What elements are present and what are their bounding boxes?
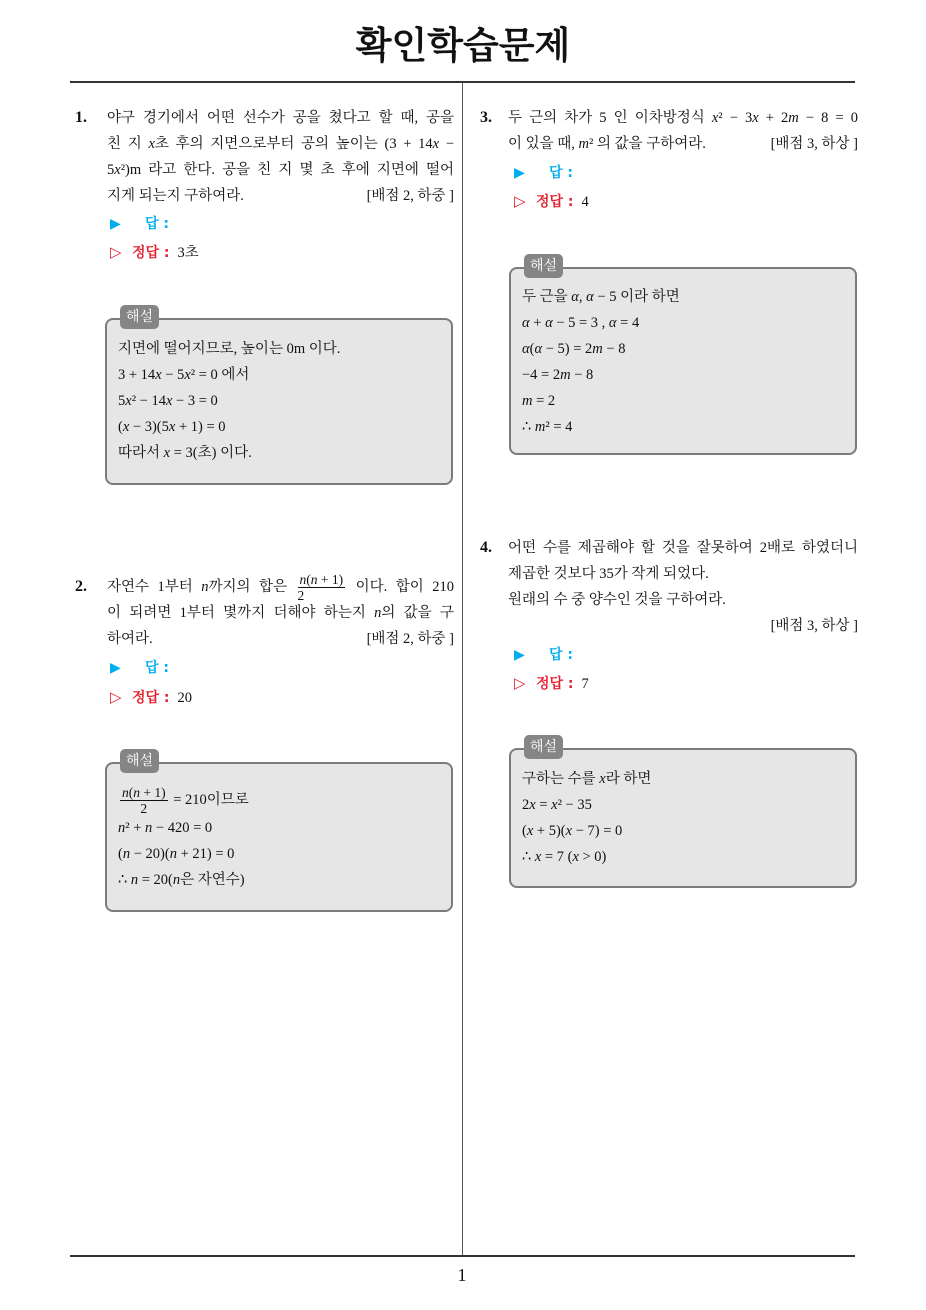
solution-line (118, 414, 226, 440)
text-group (107, 183, 244, 209)
explanation-box (509, 258, 857, 455)
correct-answer-row (514, 188, 589, 214)
text-segment: 은 자연수) (180, 872, 245, 888)
problem-text-line (107, 131, 454, 157)
correct-answer-label: 정답 : (536, 194, 574, 210)
play-outline-icon: ▷ (110, 243, 122, 261)
correct-answer-value: 7 (581, 676, 589, 692)
correct-answer-label: 정답 : (132, 690, 170, 706)
problem-text-line (508, 131, 858, 157)
explanation-box (509, 739, 857, 888)
score-info: [배점 3, 하상 ] (770, 618, 858, 634)
play-filled-icon: ▶ (514, 647, 525, 663)
text-segment: 두 근의 차가 5 인 이차방정식 (508, 110, 712, 126)
math-expression: ∴ m² = 4 (522, 419, 573, 435)
math-expression: n (374, 605, 382, 621)
math-expression: n = 20(n (130, 872, 181, 888)
text-segment: 두 근을 (522, 289, 572, 305)
answer-label: 답 : (549, 165, 573, 181)
answer-row (110, 655, 169, 681)
math-expression: n² + n − 420 = 0 (118, 820, 213, 836)
correct-answer-row (110, 684, 192, 710)
correct-answer-row (110, 239, 199, 265)
score-info: [배점 3, 하상 ] (770, 136, 858, 152)
text-segment: 어떤 수를 제곱해야 할 것을 잘못하여 2배로 하였더니 (508, 540, 858, 556)
explanation-box (105, 753, 453, 912)
math-expression: n (201, 579, 209, 595)
score-info: [배점 2, 하중 ] (366, 188, 454, 204)
math-expression: 3 + 14x − 5x² = 0 (118, 367, 218, 383)
text-segment: 친 지 (107, 136, 149, 152)
math-expression: x (599, 771, 606, 787)
play-filled-icon: ▶ (514, 165, 525, 181)
play-outline-icon: ▷ (514, 674, 526, 692)
text-segment: 야구 경기에서 어떤 선수가 공을 쳤다고 할 때, 공을 (107, 110, 454, 126)
correct-answer-label: 정답 : (536, 676, 574, 692)
solution-line (118, 336, 340, 362)
math-expression: α (571, 289, 579, 305)
fraction-denominator: 2 (297, 588, 305, 604)
solution-line (522, 818, 622, 844)
fraction-numerator: n(n + 1) (122, 785, 166, 801)
page-title: 확인학습문제 (355, 24, 571, 67)
problem-text-line (508, 587, 858, 613)
text-segment: 의 값을 구하여라. (593, 136, 706, 152)
correct-answer-value: 20 (177, 690, 193, 706)
problem-text-line (107, 626, 454, 652)
solution-line (118, 867, 245, 893)
math-expression: x² − 3x + 2m − 8 = 0 (711, 110, 858, 126)
text-segment: 이 있을 때, (508, 136, 579, 152)
solution-line (118, 362, 249, 388)
text-segment: 라 하면 (605, 771, 652, 787)
explanation-tag: 해설 (120, 305, 159, 329)
text-segment: , (578, 289, 587, 305)
solution-line (522, 310, 639, 336)
problem-text-line (508, 535, 858, 561)
solution-line (118, 783, 249, 817)
solution-line (522, 284, 680, 310)
text-segment: , (598, 315, 609, 331)
text-segment: 이다. 합이 210 (347, 579, 454, 595)
explanation-tag: 해설 (524, 735, 563, 759)
fraction (298, 572, 346, 603)
answer-label: 답 : (549, 647, 573, 663)
problem-number: 1. (75, 109, 87, 126)
explanation-tag: 해설 (524, 254, 563, 278)
math-expression: x = 3 (163, 445, 193, 461)
text-segment: 지면에 떨어지므로, 높이는 0m 이다. (118, 341, 341, 357)
page-number: 1 (457, 1265, 467, 1285)
answer-label: 답 : (145, 660, 169, 676)
explanation-tag: 해설 (120, 749, 159, 773)
math-expression: (n − 20)(n + 21) = 0 (118, 846, 235, 862)
correct-answer-value: 4 (581, 194, 589, 210)
text-segment: 지게 되는지 구하여라. (107, 188, 244, 204)
problem-text-line (508, 561, 858, 587)
column-divider (462, 82, 463, 1256)
answer-row (514, 160, 573, 186)
problem-text-line (107, 105, 454, 131)
text-segment: 초 후의 지면으로부터 공의 높이는 (154, 136, 385, 152)
text-segment: ∴ (118, 872, 131, 888)
text-segment: 제곱한 것보다 35가 작게 되었다. (508, 566, 709, 582)
solution-line (522, 792, 592, 818)
problem-text-line (508, 613, 858, 639)
correct-answer-label: 정답 : (132, 245, 170, 261)
fraction-denominator: 2 (140, 801, 148, 817)
solution-line (522, 388, 555, 414)
answer-label: 답 : (145, 216, 169, 232)
correct-answer-row (514, 670, 589, 696)
math-expression: 2x = x² − 35 (522, 797, 592, 813)
math-expression: 5x²) (107, 162, 130, 178)
explanation-box (105, 309, 453, 485)
solution-line (118, 440, 252, 466)
math-expression: α + α − 5 = 3 (522, 315, 599, 331)
solution-line (522, 362, 593, 388)
solution-line (522, 766, 651, 792)
text-segment: 하여라. (107, 631, 153, 647)
math-expression: α = 4 (608, 315, 640, 331)
score-info: [배점 2, 하중 ] (366, 631, 454, 647)
problem-number: 3. (480, 109, 492, 126)
text-group (508, 131, 706, 157)
correct-answer-value: 3초 (177, 245, 199, 261)
text-group (107, 626, 153, 652)
text-segment: 에서 (217, 367, 250, 383)
text-segment: 구하는 수를 (522, 771, 600, 787)
solution-line (522, 414, 572, 440)
play-outline-icon: ▷ (110, 688, 122, 706)
math-expression: α − 5 (586, 289, 617, 305)
problem-text-line (107, 157, 454, 183)
text-segment: m 라고 한다. 공을 친 지 몇 초 후에 지면에 떨어 (129, 162, 454, 178)
problem-number: 4. (480, 539, 492, 556)
math-expression: (x − 3)(5x + 1) = 0 (118, 419, 226, 435)
math-expression: = 210 (169, 792, 207, 808)
problem-text-line (107, 183, 454, 209)
math-expression: m² (578, 136, 594, 152)
math-expression: 5x² − 14x − 3 = 0 (118, 393, 218, 409)
play-outline-icon: ▷ (514, 192, 526, 210)
problem-text-line (107, 600, 454, 626)
play-filled-icon: ▶ (110, 216, 121, 232)
problem-text-line (107, 570, 454, 604)
text-segment: 이 되려면 1부터 몇까지 더해야 하는지 (107, 605, 375, 621)
problem-text-line (508, 105, 858, 131)
math-expression: α(α − 5) = 2m − 8 (522, 341, 626, 357)
text-segment: 이므로 (206, 792, 249, 808)
solution-line (522, 844, 606, 870)
math-expression: x (148, 136, 155, 152)
bottom-rule (70, 1255, 855, 1257)
solution-line (522, 336, 625, 362)
math-expression: m = 2 (522, 393, 556, 409)
math-expression: (x + 5)(x − 7) = 0 (522, 823, 623, 839)
text-segment: 원래의 수 중 양수인 것을 구하여라. (508, 592, 726, 608)
answer-row (514, 642, 573, 668)
text-segment: 자연수 1부터 (107, 579, 202, 595)
math-expression: −4 = 2m − 8 (522, 367, 594, 383)
solution-line (118, 388, 218, 414)
fraction (120, 785, 168, 816)
text-segment: (초) 이다. (192, 445, 252, 461)
text-segment: 이라 하면 (616, 289, 680, 305)
text-segment: 의 값을 구 (381, 605, 454, 621)
text-segment: 까지의 합은 (208, 579, 296, 595)
math-expression: (3 + 14x − (384, 136, 454, 152)
text-segment: 따라서 (118, 445, 164, 461)
answer-row (110, 211, 169, 237)
problem-number: 2. (75, 578, 87, 595)
play-filled-icon: ▶ (110, 660, 121, 676)
math-expression: ∴ x = 7 (x > 0) (522, 849, 607, 865)
solution-line (118, 841, 234, 867)
fraction-numerator: n(n + 1) (299, 572, 344, 588)
solution-line (118, 815, 212, 841)
